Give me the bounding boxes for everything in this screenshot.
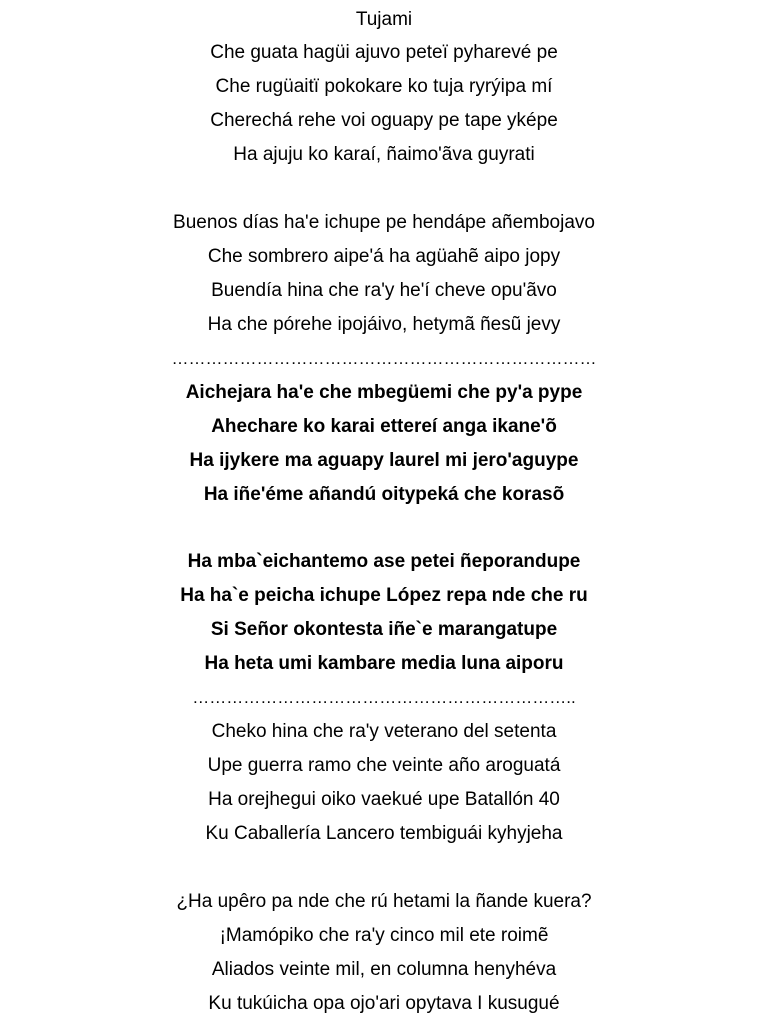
- stanza3-line-2: Ahechare ko karai ettereí anga ikane'õ: [211, 416, 557, 437]
- stanza5-line-4: Ku Caballería Lancero tembiguái kyhyjeha: [205, 823, 563, 844]
- stanza4-line-1: Ha mba`eichantemo ase petei ñeporandupe: [187, 551, 581, 572]
- stanza1-line-3: Cherechá rehe voi oguapy pe tape yképe: [210, 110, 558, 131]
- stanza6-line-1: ¿Ha upêro pa nde che rú hetami la ñande kuera?: [176, 891, 592, 912]
- stanza6-line-2: ¡Mamópiko che ra'y cinco mil ete roimẽ: [219, 925, 549, 946]
- stanza4-line-3: Si Señor okontesta iñe`e marangatupe: [210, 619, 558, 640]
- stanza5-line-1: Cheko hina che ra'y veterano del setenta: [211, 721, 557, 742]
- stanza1-line-2: Che rugüaitï pokokare ko tuja ryrýipa mí: [215, 76, 553, 97]
- stanza6-line-4: Ku tukúicha opa ojo'ari opytava I kusugué: [208, 993, 560, 1014]
- dotted-separator-2: …………………………………………………………..: [192, 688, 576, 707]
- stanza1-line-4: Ha ajuju ko karaí, ñaimo'ãva guyrati: [233, 144, 535, 165]
- poem-title: Tujami: [355, 9, 413, 30]
- stanza6-line-3: Aliados veinte mil, en columna henyhéva: [211, 959, 557, 980]
- stanza4-line-2: Ha ha`e peicha ichupe López repa nde che ru: [180, 585, 588, 606]
- stanza5-line-2: Upe guerra ramo che veinte año aroguatá: [207, 755, 561, 776]
- stanza4-line-4: Ha heta umi kambare media luna aiporu: [204, 653, 564, 674]
- stanza3-line-1: Aichejara ha'e che mbegüemi che py'a pype: [185, 382, 583, 403]
- dotted-separator-1: …………………………………………………………………: [171, 349, 597, 368]
- stanza3-line-3: Ha ijykere ma aguapy laurel mi jero'aguype: [189, 450, 579, 471]
- stanza5-line-3: Ha orejhegui oiko vaekué upe Batallón 40: [208, 789, 560, 810]
- stanza2-line-2: Che sombrero aipe'á ha agüahẽ aipo jopy: [207, 246, 561, 267]
- stanza2-line-1: Buenos días ha'e ichupe pe hendápe añembojavo: [173, 212, 595, 233]
- stanza2-line-3: Buendía hina che ra'y he'í cheve opu'ãvo: [211, 280, 557, 301]
- stanza1-line-1: Che guata hagüi ajuvo peteï pyharevé pe: [210, 42, 558, 63]
- stanza3-line-4: Ha iñe'éme añandú oitypeká che korasõ: [203, 484, 565, 505]
- stanza2-line-4: Ha che pórehe ipojáivo, hetymã ñesũ jevy: [207, 314, 561, 335]
